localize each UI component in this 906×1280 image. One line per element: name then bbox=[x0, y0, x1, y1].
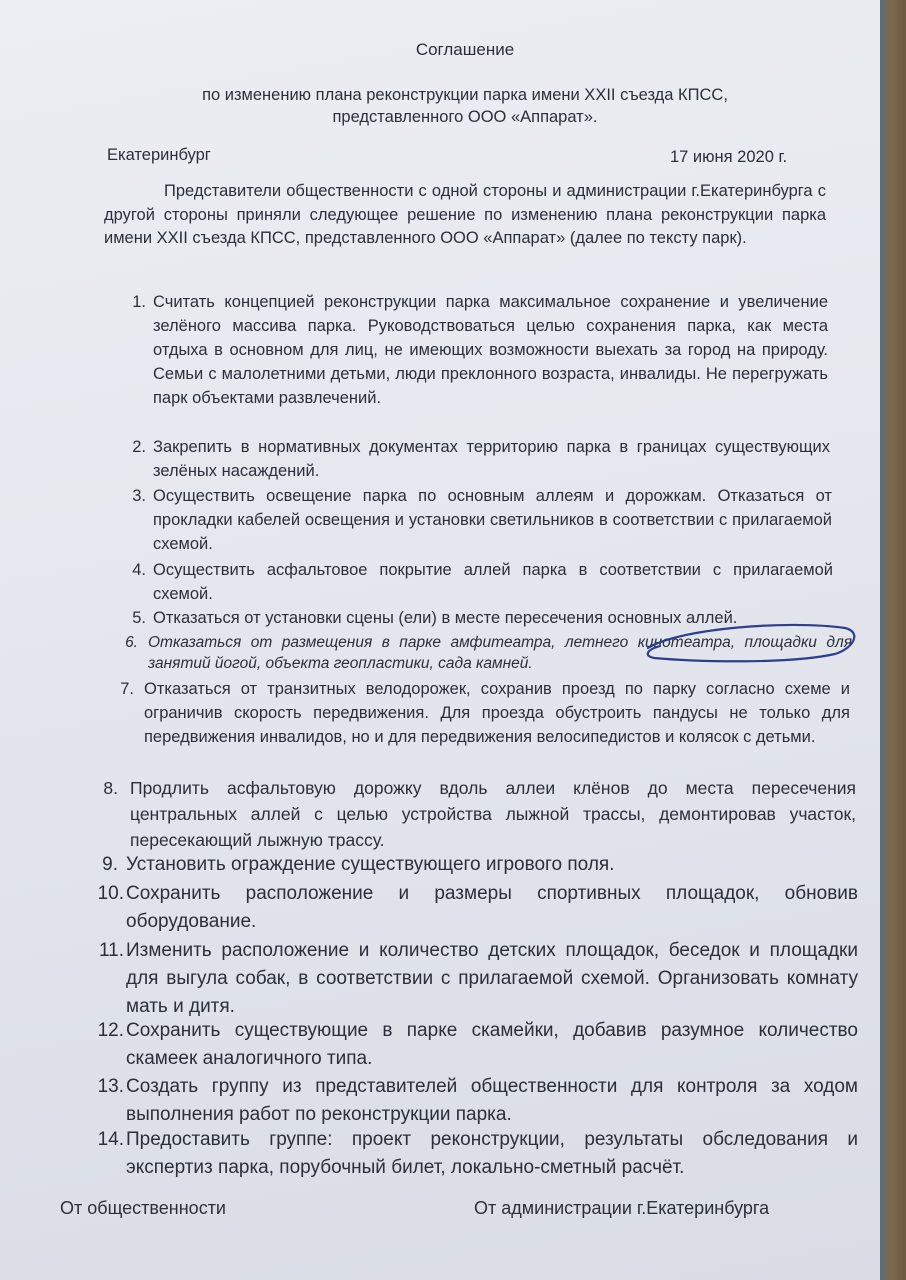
list-item-number: 10. bbox=[97, 883, 124, 904]
list-item-number: 12. bbox=[97, 1020, 124, 1041]
list-item-text: Отказаться от установки сцены (ели) в месте пересечения основных аллей. bbox=[153, 609, 738, 627]
document-subtitle-line2: представленного ООО «Аппарат». bbox=[332, 108, 598, 126]
document-intro: Представители общественности с одной стороны и администрации г.Екатеринбурга с другой стороны приняли следующее решение по изменению плана реконструкции парка имени XXII съезда КПСС, представленного ООО «Аппарат» (далее по тексту парк). bbox=[104, 182, 826, 247]
list-item-text: Предоставить группе: проект реконструкции, результаты обследования и экспертиз парка, порубочный билет, локально-сметный расчёт. bbox=[126, 1129, 858, 1178]
list-item-text: Установить ограждение существующего игрового поля. bbox=[126, 854, 615, 875]
ink-circle-mark bbox=[640, 618, 860, 672]
list-item-number: 11. bbox=[98, 940, 124, 961]
list-item-number: 14. bbox=[97, 1129, 124, 1150]
list-item-number: 1. bbox=[132, 293, 146, 311]
list-item-number: 3. bbox=[132, 487, 146, 505]
list-item-number: 9. bbox=[102, 854, 118, 875]
list-item-number: 6. bbox=[125, 634, 138, 651]
list-item-text: Сохранить существующие в парке скамейки, добавив разумное количество скамеек аналогичного типа. bbox=[126, 1020, 858, 1069]
list-item-number: 8. bbox=[103, 778, 118, 798]
document-city: Екатеринбург bbox=[107, 146, 211, 164]
list-item-text: Продлить асфальтовую дорожку вдоль аллеи клёнов до места пересечения центральных аллей с целью устройства лыжной трассы, демонтировав участок, пересекающий лыжную трассу. bbox=[130, 778, 856, 850]
list-item-text: Отказаться от размещения в парке амфитеатра, летнего кинотеатра, площадки для занятий йогой, объекта геопластики, сада камней. bbox=[148, 634, 852, 672]
document-subtitle-line1: по изменению плана реконструкции парка имени XXII съезда КПСС, bbox=[202, 86, 728, 104]
list-item-number: 13. bbox=[97, 1076, 124, 1097]
list-item bbox=[118, 484, 832, 556]
list-item bbox=[118, 435, 830, 483]
list-item-text: Создать группу из представителей общественности для контроля за ходом выполнения работ по реконструкции парка. bbox=[126, 1076, 858, 1125]
list-item-text: Закрепить в нормативных документах территорию парка в границах существующих зелёных насаждений. bbox=[153, 438, 830, 480]
list-item-number: 7. bbox=[120, 680, 134, 698]
document-title: Соглашение bbox=[415, 40, 515, 59]
list-item-number: 2. bbox=[132, 438, 146, 456]
list-item bbox=[104, 677, 850, 749]
list-item-text: Считать концепцией реконструкции парка максимальное сохранение и увеличение зелёного массива парка. Руководствоваться целью сохранения парка, как места отдыха в основном для лиц, не имеющих возможности выехать за город на природу. Семьи с малолетними детьми, люди преклонного возраста, инвалиды. Не перегружать парк объектами развлечений. bbox=[153, 293, 828, 407]
list-item-text: Отказаться от транзитных велодорожек, сохранив проезд по парку согласно схеме и ограничив скорость передвижения. Для проезда обустроить пандусы не только для передвижения инвалидов, но и для передвижения велосипедистов и колясок с детьми. bbox=[144, 680, 850, 746]
list-item-text: Осуществить освещение парка по основным аллеям и дорожкам. Отказаться от прокладки кабелей освещения и установки светильников в соответствии с прилагаемой схемой. bbox=[153, 487, 832, 553]
document-date: 17 июня 2020 г. bbox=[670, 148, 788, 166]
signature-administration: От администрации г.Екатеринбурга bbox=[474, 1198, 770, 1218]
signature-public: От общественности bbox=[60, 1198, 226, 1218]
list-item bbox=[86, 775, 856, 853]
list-item-number: 4. bbox=[132, 561, 146, 579]
list-item bbox=[80, 1126, 858, 1182]
list-item-text: Осуществить асфальтовое покрытие аллей парка в соответствии с прилагаемой схемой. bbox=[153, 561, 833, 603]
list-item bbox=[80, 880, 858, 936]
list-item bbox=[80, 1017, 858, 1073]
list-item-text: Сохранить расположение и размеры спортивных площадок, обновив оборудование. bbox=[126, 883, 858, 932]
list-item bbox=[80, 1073, 858, 1129]
list-item bbox=[118, 290, 828, 410]
list-item bbox=[80, 851, 860, 879]
page-edge-background bbox=[880, 0, 906, 1280]
list-item-text: Изменить расположение и количество детских площадок, беседок и площадки для выгула собак, в соответствии с прилагаемой схемой. Организовать комнату мать и дитя. bbox=[126, 940, 858, 1017]
list-item bbox=[80, 937, 858, 1021]
list-item bbox=[118, 558, 833, 606]
list-item-number: 5. bbox=[132, 609, 146, 627]
